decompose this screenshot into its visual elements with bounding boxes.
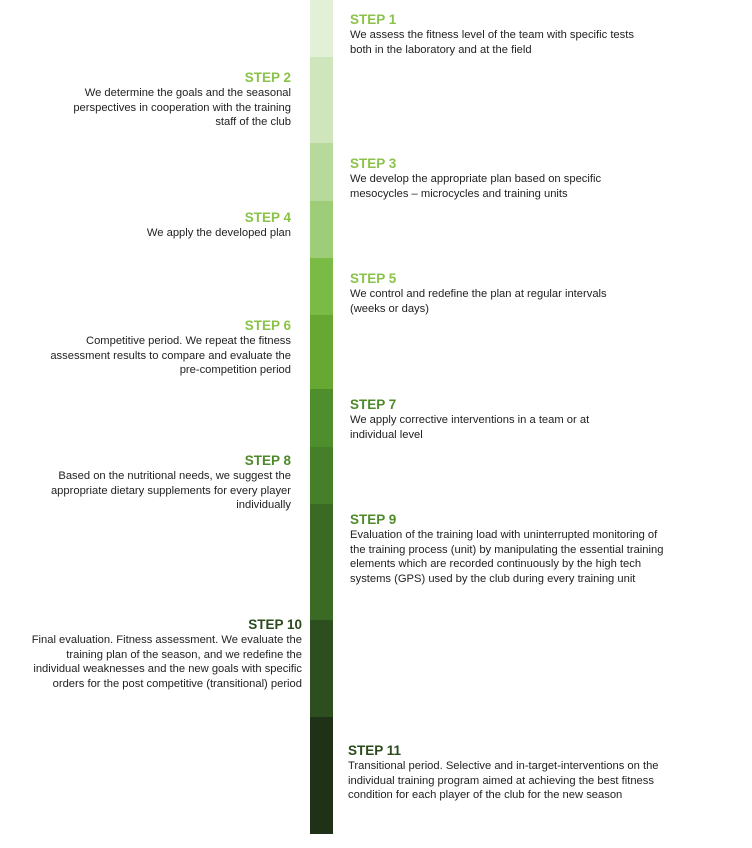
timeline-segment-11 bbox=[310, 717, 333, 834]
step-11-description: Transitional period. Selective and in-target-interventions on the individual training program aimed at achieving the best fitness condition for each player of the club for the new season bbox=[348, 760, 659, 802]
step-2 bbox=[20, 70, 291, 130]
step-8 bbox=[10, 453, 291, 513]
step-7 bbox=[350, 397, 710, 442]
step-3 bbox=[350, 156, 710, 201]
step-7-description: We apply corrective interventions in a team or at individual level bbox=[350, 414, 590, 441]
step-3-title: STEP 3 bbox=[350, 156, 397, 171]
step-1 bbox=[350, 12, 710, 57]
step-7-title: STEP 7 bbox=[350, 397, 397, 412]
step-10 bbox=[2, 617, 302, 691]
step-9-title: STEP 9 bbox=[350, 512, 397, 527]
step-6-description: Competitive period. We repeat the fitness assessment results to compare and evaluate the pre-competition period bbox=[50, 335, 291, 377]
timeline-segment-8 bbox=[310, 447, 333, 504]
step-5-description: We control and redefine the plan at regular intervals (weeks or days) bbox=[350, 288, 607, 315]
step-4 bbox=[20, 210, 291, 241]
step-6 bbox=[10, 318, 291, 378]
step-1-title: STEP 1 bbox=[350, 12, 397, 27]
timeline-segment-2 bbox=[310, 57, 333, 143]
timeline-segment-7 bbox=[310, 389, 333, 447]
step-3-description: We develop the appropriate plan based on specific mesocycles – microcycles and training units bbox=[350, 173, 602, 200]
step-6-title: STEP 6 bbox=[244, 318, 291, 333]
timeline-segment-9 bbox=[310, 504, 333, 620]
step-5 bbox=[350, 271, 710, 316]
timeline-segment-6 bbox=[310, 315, 333, 389]
step-5-title: STEP 5 bbox=[350, 271, 397, 286]
step-2-description: We determine the goals and the seasonal perspectives in cooperation with the training staff of the club bbox=[73, 87, 291, 129]
timeline-bar bbox=[310, 0, 333, 834]
step-8-description: Based on the nutritional needs, we suggest the appropriate dietary supplements for every player individually bbox=[50, 470, 291, 512]
timeline-segment-4 bbox=[310, 201, 333, 258]
step-2-title: STEP 2 bbox=[244, 70, 291, 85]
step-11-title: STEP 11 bbox=[348, 743, 402, 758]
step-4-description: We apply the developed plan bbox=[146, 227, 291, 239]
timeline-segment-10 bbox=[310, 620, 333, 717]
step-10-description: Final evaluation. Fitness assessment. We evaluate the training plan of the season, and we redefine the individual weaknesses and the new goals with specific orders for the post competitive (transitional) period bbox=[31, 634, 302, 690]
step-9-description: Evaluation of the training load with uninterrupted monitoring of the training process (unit) by manipulating the essential training elements which are recorded continuously by the high tech systems (GPS) used by the club during every training unit bbox=[350, 529, 664, 585]
timeline-segment-5 bbox=[310, 258, 333, 315]
step-1-description: We assess the fitness level of the team with specific tests both in the laboratory and at the field bbox=[350, 29, 634, 56]
step-9 bbox=[350, 512, 745, 586]
timeline-segment-3 bbox=[310, 143, 333, 201]
step-10-title: STEP 10 bbox=[248, 617, 302, 632]
timeline-segment-1 bbox=[310, 0, 333, 57]
step-8-title: STEP 8 bbox=[244, 453, 291, 468]
step-11 bbox=[348, 743, 744, 803]
step-4-title: STEP 4 bbox=[244, 210, 291, 225]
